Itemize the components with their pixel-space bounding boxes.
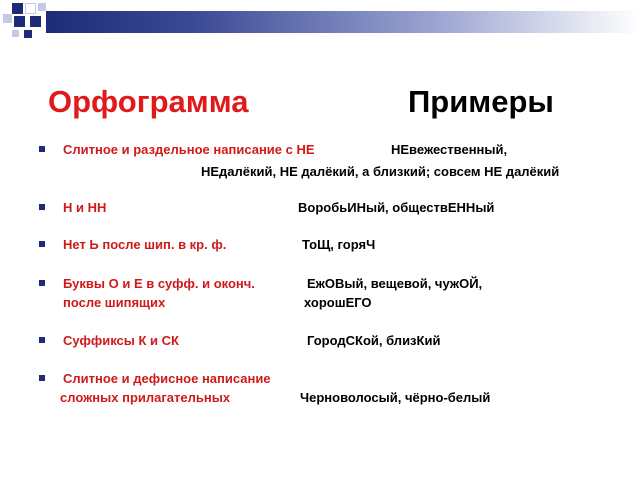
decor-square [24, 30, 32, 38]
decor-square [12, 30, 19, 37]
slide-title-examples: Примеры [408, 84, 554, 119]
example-text: ВоробьИНый, обществЕННый [298, 200, 495, 215]
example-text: хорошЕГО [304, 295, 372, 310]
decor-square [14, 16, 25, 27]
header-gradient-bar [46, 11, 640, 33]
example-text: НЕдалёкий, НЕ далёкий, а близкий; совсем НЕ далёкий [201, 164, 560, 179]
decor-square [12, 3, 23, 14]
rule-text-line2: сложных прилагательных [60, 390, 231, 405]
bullet-icon [39, 280, 45, 286]
bullet-icon [39, 337, 45, 343]
bullet-icon [39, 375, 45, 381]
example-text: НЕвежественный, [391, 142, 508, 157]
example-text: ТоЩ, горяЧ [302, 237, 376, 252]
decor-square [3, 14, 12, 23]
rule-text-line2: после шипящих [63, 295, 166, 310]
example-text: Черноволосый, чёрно-белый [300, 390, 491, 405]
example-text: ГородСКой, близКий [307, 333, 441, 348]
decor-square [25, 3, 36, 14]
rule-text: Слитное и дефисное написание [63, 371, 271, 386]
header-decoration [0, 0, 640, 40]
example-text: ЕжОВый, вещевой, чужОЙ, [307, 276, 483, 291]
decor-square [30, 16, 41, 27]
bullet-icon [39, 204, 45, 210]
rule-text: Н и НН [63, 200, 107, 215]
bullet-icon [39, 146, 45, 152]
bullet-icon [39, 241, 45, 247]
decor-square [38, 3, 46, 11]
rule-text: Слитное и раздельное написание с НЕ [63, 142, 315, 157]
rule-text: Нет Ь после шип. в кр. ф. [63, 237, 227, 252]
rule-text: Суффиксы К и СК [63, 333, 179, 348]
rule-text: Буквы О и Е в суфф. и оконч. [63, 276, 255, 291]
slide-title-rule: Орфограмма [48, 84, 249, 119]
